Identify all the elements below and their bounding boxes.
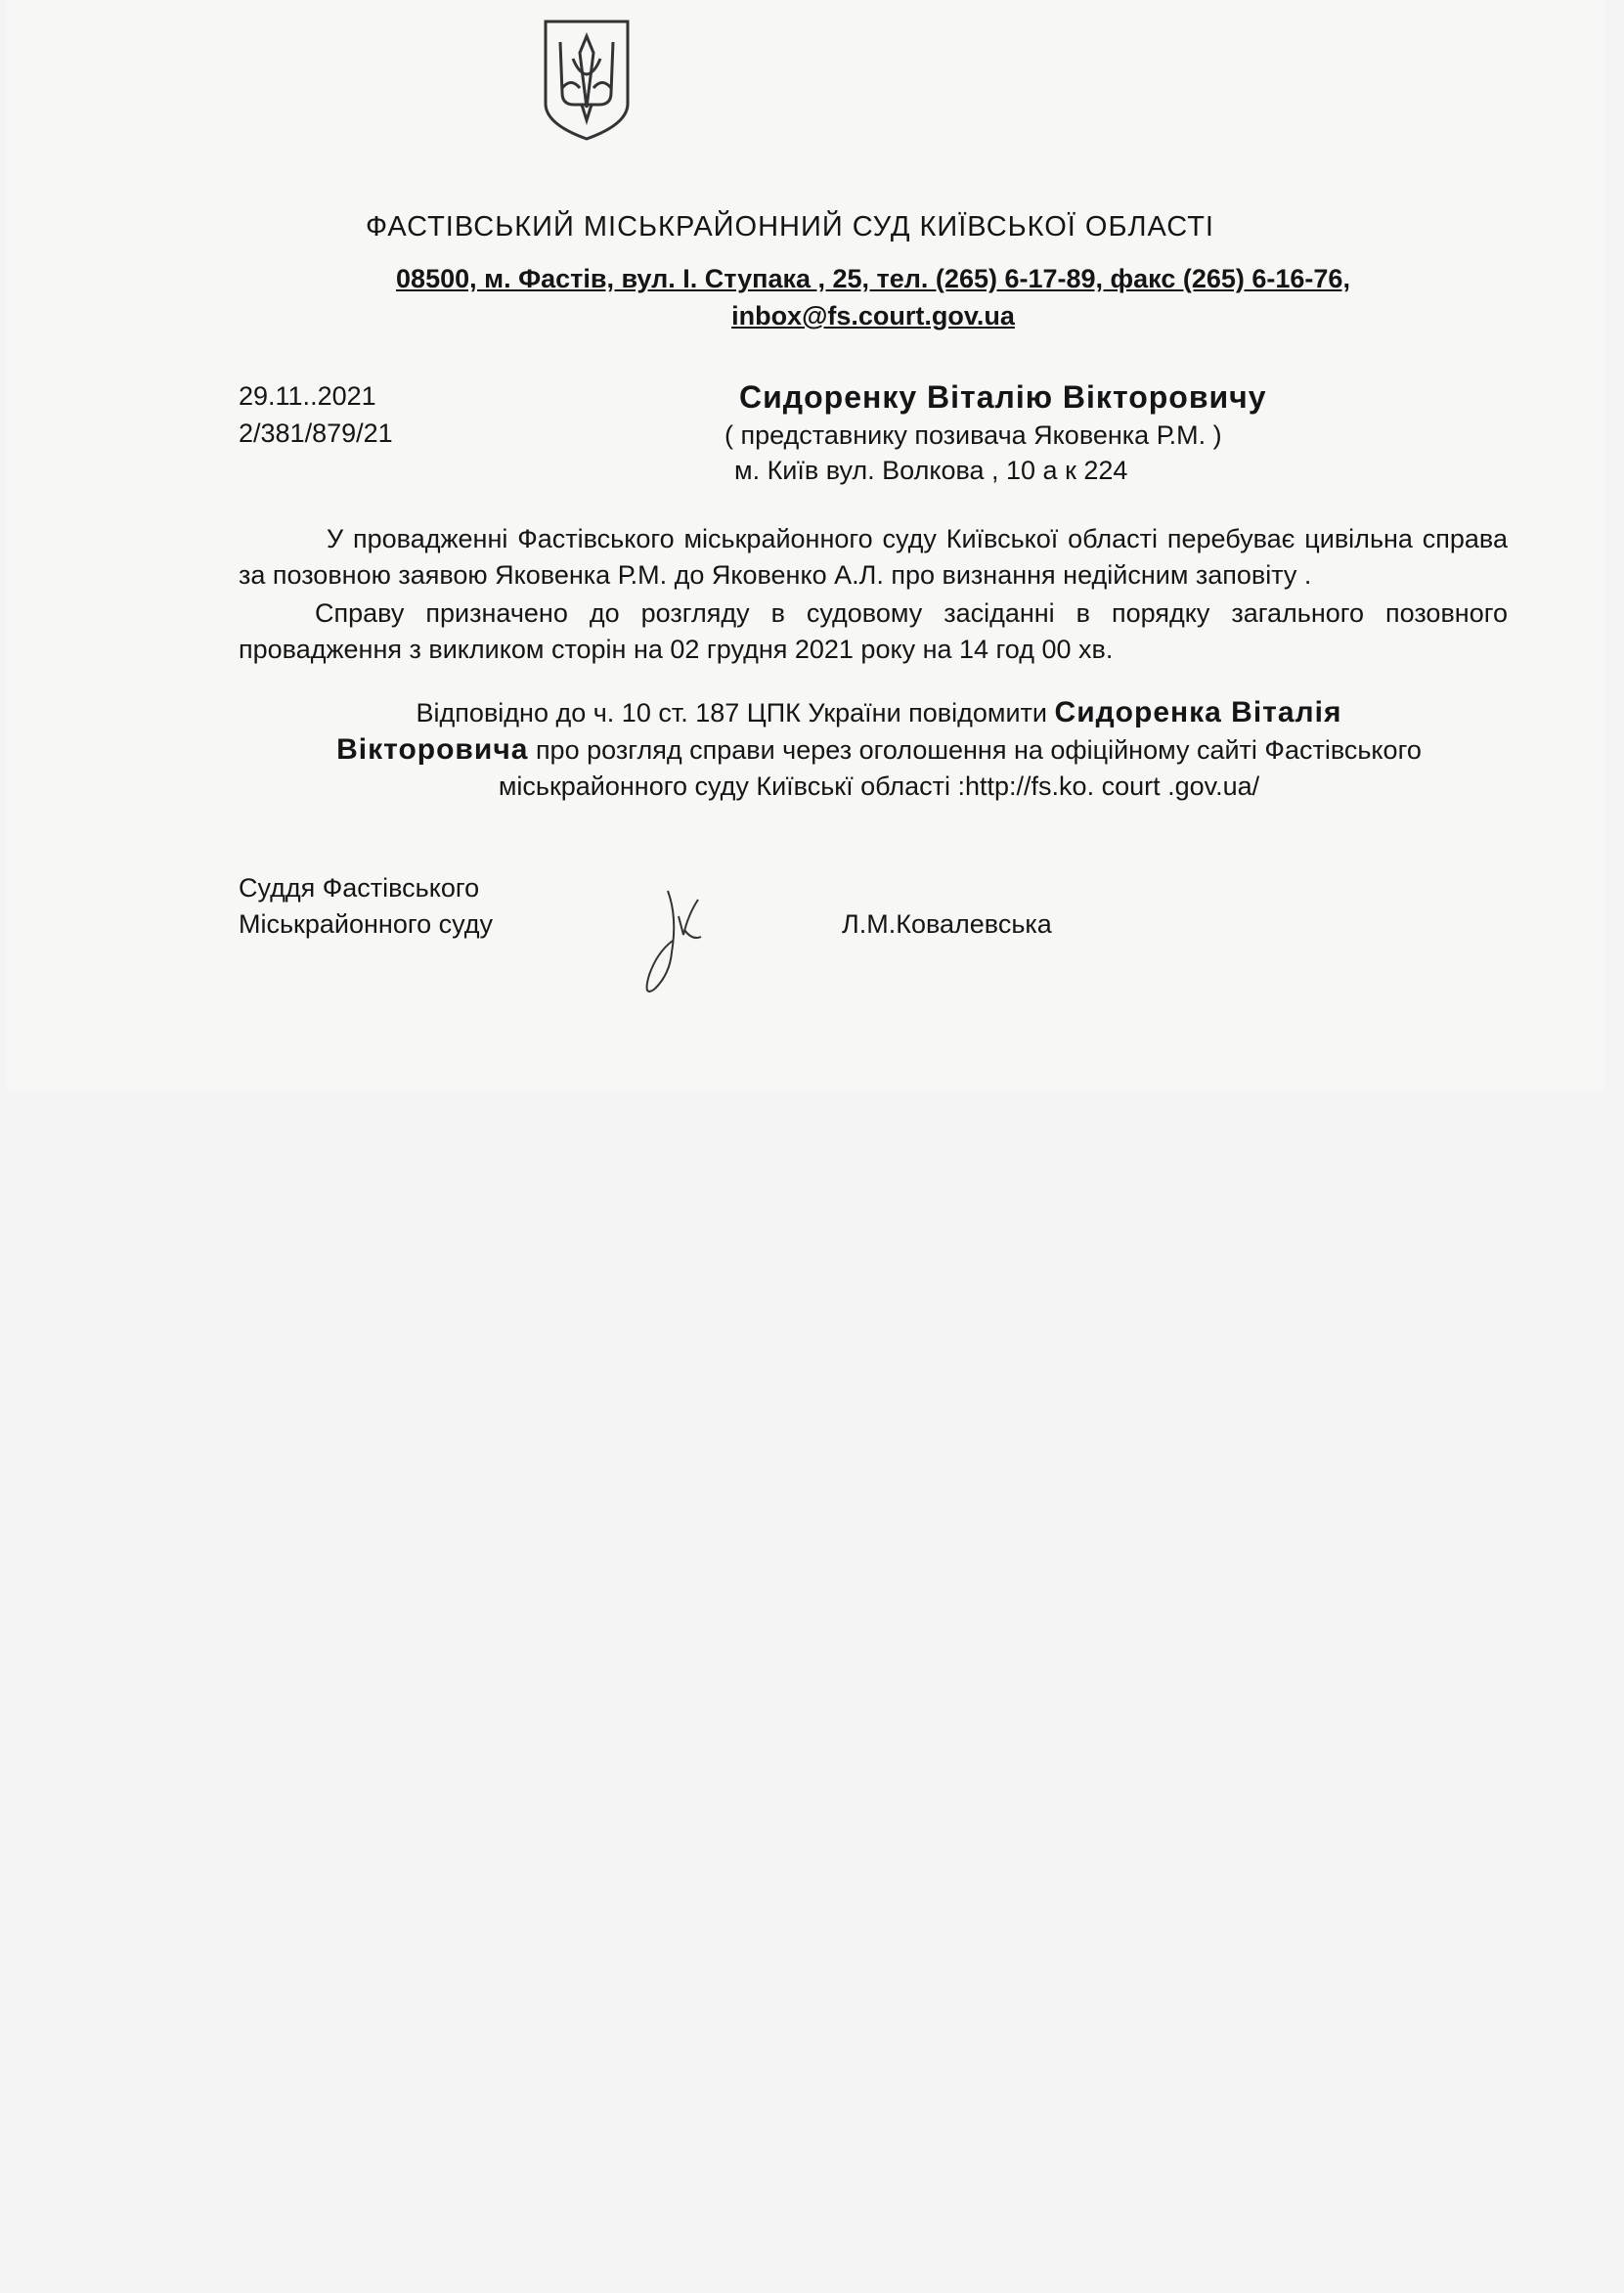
judge-name: Л.М.Ковалевська [842,909,1052,939]
body-paragraph-2: Справу призначено до розгляду в судовому засіданні в порядку загального позовного провадження з викликом сторін на 02 грудня 2021 року на 14 год 00 хв. [239,598,1508,664]
scanned-letter [6,0,1605,1090]
court-email: inbox@fs.court.gov.ua [731,301,1015,331]
blank-page-area [0,1090,1624,2293]
ukrainian-trident-icon [541,18,633,141]
notice-suffix: про розгляд справи через оголошення на офіційному сайті Фастівського міськрайонного суду Київськї області :http://fs.ko. court .gov.ua/ [498,735,1422,801]
notice-prefix: Відповідно до ч. 10 ст. 187 ЦПК України повідомити [416,698,1048,728]
recipient-name: Сидоренку Віталію Вікторовичу [739,379,1267,415]
body-paragraph-1: У провадженні Фастівського міськрайонного суду Київської області перебуває цивільна справа за позовною заявою Яковенка Р.М. до Яковенко А.Л. про визнання недійсним заповіту . [239,524,1508,590]
letter-body [239,521,1508,668]
recipient-address: м. Київ вул. Волкова , 10 а к 224 [734,456,1128,485]
handwritten-signature [627,880,724,997]
notice-name: Сидоренка Віталія Вікторовича [336,696,1342,766]
judge-title-line-1: Суддя Фастівського [239,873,480,903]
notice-paragraph [317,694,1441,805]
court-address [326,260,1421,334]
letter-date: 29.11..2021 [239,381,376,411]
recipient-role: ( представнику позивача Яковенка Р.М. ) [724,420,1222,450]
judge-title-line-2: Міськрайонного суду [239,909,493,939]
court-address-line: 08500, м. Фастів, вул. І. Ступака , 25, тел. (265) 6-17-89, факс (265) 6-16-76, [396,264,1350,293]
registration-number: 2/381/879/21 [239,419,393,448]
court-name: ФАСТІВСЬКИЙ МІСЬКРАЙОННИЙ СУД КИЇВСЬКОЇ ОБЛАСТІ [366,211,1214,243]
